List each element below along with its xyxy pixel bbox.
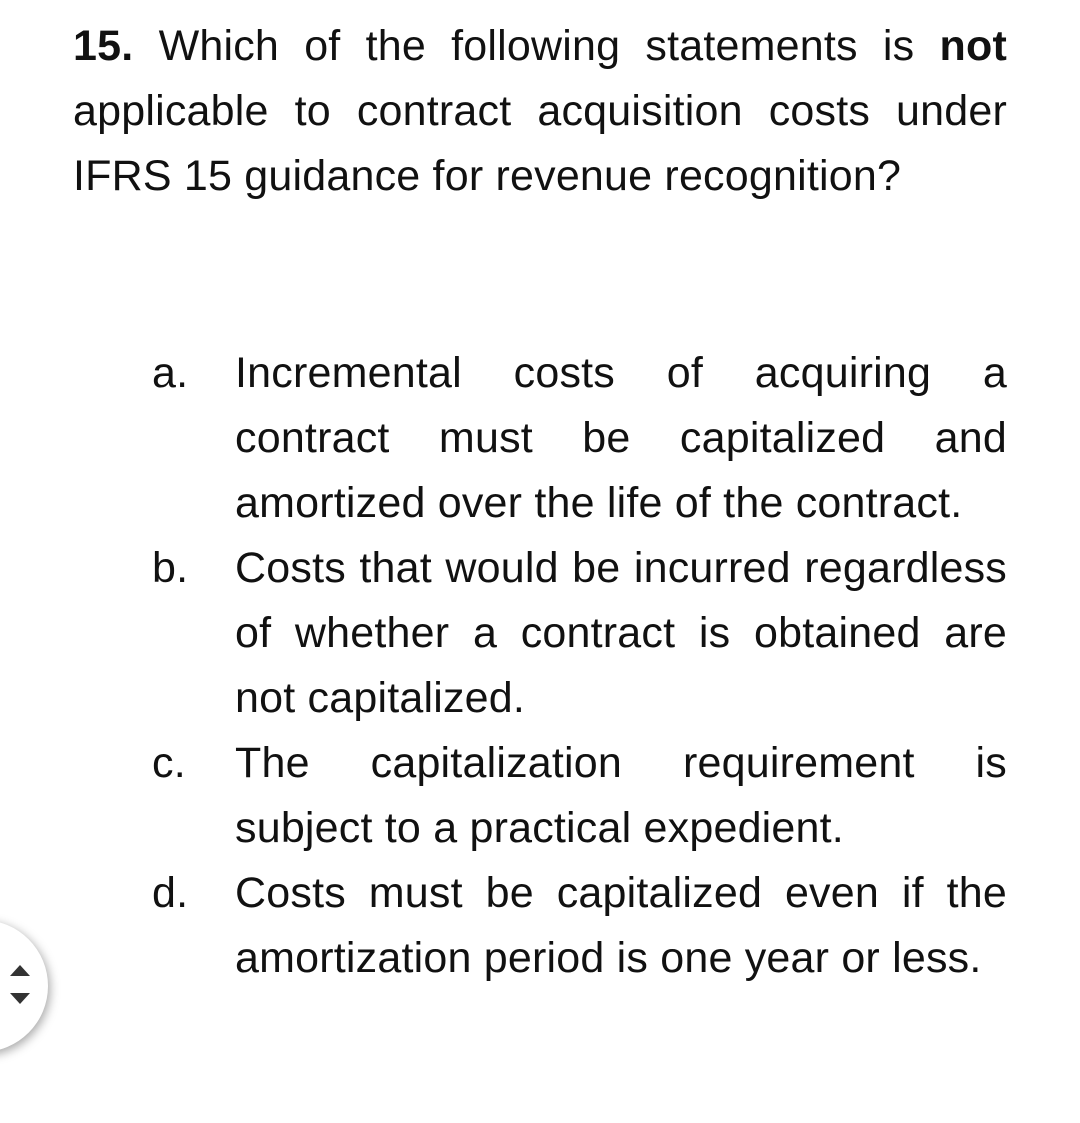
option-text: The capitalization requirement is subject to a practical expedient. <box>235 739 1007 852</box>
option-letter: b. <box>152 544 189 592</box>
option-text: Costs that would be incurred regardless of whether a contract is obtained are not capitalized. <box>235 544 1007 722</box>
option-letter: c. <box>152 739 186 787</box>
answer-options-list <box>152 341 1007 991</box>
option-d[interactable] <box>152 861 1007 991</box>
triangle-down-icon[interactable] <box>10 993 30 1004</box>
option-text: Costs must be capitalized even if the amortization period is one year or less. <box>235 869 1007 982</box>
option-text: Incremental costs of acquiring a contract must be capitalized and amortized over the life of the contract. <box>235 349 1007 527</box>
option-b[interactable] <box>152 536 1007 731</box>
option-letter: d. <box>152 869 189 917</box>
option-letter: a. <box>152 349 189 397</box>
question-text-after: applicable to contract acquisition costs under IFRS 15 guidance for revenue recognition? <box>73 87 1007 200</box>
triangle-up-icon[interactable] <box>10 965 30 976</box>
scroll-navigation-widget <box>0 920 48 1052</box>
question-emphasis: not <box>939 22 1007 70</box>
question-number: 15. <box>73 22 134 70</box>
question-text <box>73 14 1007 209</box>
question-text-before: Which of the following statements is <box>158 22 915 70</box>
option-a[interactable] <box>152 341 1007 536</box>
option-c[interactable] <box>152 731 1007 861</box>
